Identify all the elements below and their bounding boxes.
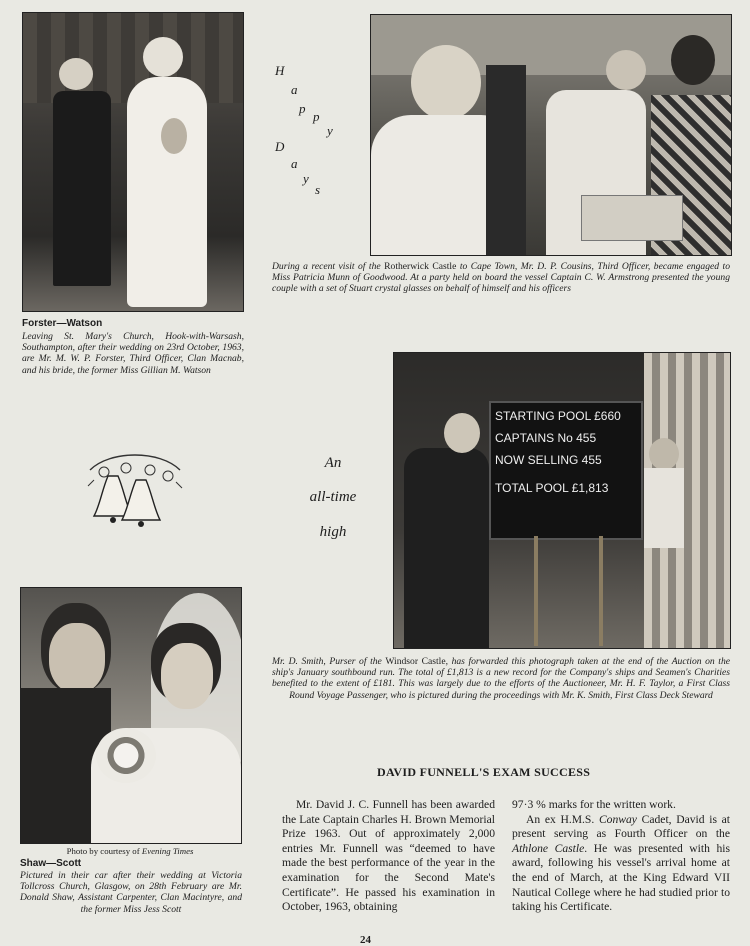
text-run: . He was presented with his award, following his vessel's arrival home at the end of March, at the King Edward VII Nautical College where he had studied prior to taking his Certificate. [512, 841, 730, 914]
happy-days-letter: p [299, 101, 306, 116]
happy-days-letter: a [291, 156, 298, 171]
board-line: NOW SELLING 455 [495, 453, 602, 467]
text-run: Windsor Castle [385, 656, 446, 667]
board-line: TOTAL POOL £1,813 [495, 481, 609, 495]
article-column-2 [512, 798, 730, 915]
happy-days-letter: D [275, 139, 285, 154]
text-run: Leaving St. Mary's Church, Hook-with-Warsash, Southampton, after their wedding on 23rd October, 1963, are Mr. M. W. P. Forster, Third Officer, Clan Macnab, and his bride, the former Miss Gillian M. Watson [22, 331, 244, 376]
board-line: CAPTAINS No 455 [495, 431, 597, 445]
happy-days-letter: H [275, 63, 285, 78]
forster-caption-title: Forster—Watson [22, 318, 103, 329]
text-run: , has forwarded this photograph taken at the end of the Auction on the ship's January southbound run. The total of £1,813 is a new record for the Company's ships and Seamen's Charities benefited to the extent of £181. This was largely due to the efforts of the Auctioneer, Mr. H. F. Taylor, a First Class Round Voyage Passenger, who is pictured during the proceedings with Mr. K. Smith, First Class Deck Steward [272, 656, 730, 701]
article-paragraph: Mr. David J. C. Funnell has been awarded the Late Captain Charles H. Brown Memorial Prize 1963. Out of approximately 2,000 entries Mr. Funnell was “deemed to have made the best performance of the year in the examination for the Second Mate's Certificate”. He passed his examination in October, 1963, obtaining [282, 798, 495, 914]
happy-days-letter: s [315, 182, 321, 197]
credit-prefix: Photo by courtesy of [66, 846, 142, 856]
article-column-1 [282, 798, 495, 915]
auction-photo [393, 352, 731, 649]
happy-days-letter: y [327, 123, 333, 138]
text-run: Cadet, David is at present serving as Fourth Officer on the [512, 812, 730, 841]
cousins-caption [272, 261, 730, 295]
text-run: Athlone Castle [512, 841, 585, 855]
alltime-line: all-time [309, 489, 357, 505]
text-run: Pictured in their car after their wedding at Victoria Tollcross Church, Glasgow, on 28th February are Mr. Donald Shaw, Assistant Carpenter, Clan Macintyre, and the former Miss Jess Scott [20, 870, 242, 915]
page-number: 24 [360, 934, 371, 946]
text-run: During a recent visit of the [272, 261, 385, 272]
shaw-caption [20, 870, 242, 915]
text-run: An ex H.M.S. [526, 812, 599, 826]
article-paragraph: 97·3 % marks for the written work. [512, 798, 676, 811]
text-run: Conway [598, 812, 637, 826]
forster-wedding-photo [22, 12, 244, 312]
text-run: to Cape Town, Mr. D. P. Cousins, Third Officer, became engaged to Miss Patricia Munn of Goodwood. At a party held on board the vessel Captain C. W. Armstrong presented the young couple with a set of Stuart crystal glasses on behalf of himself and his officers [272, 261, 731, 295]
cousins-engagement-photo [370, 14, 732, 256]
shaw-wedding-photo [20, 587, 242, 844]
alltime-line: An [324, 455, 342, 471]
text-run: Mr. D. Smith, Purser of the [272, 656, 386, 667]
happy-days-letter: a [291, 82, 298, 97]
happy-days-letter: p [313, 109, 320, 124]
article-title: DAVID FUNNELL'S EXAM SUCCESS [377, 765, 591, 779]
shaw-caption-title: Shaw—Scott [20, 858, 82, 869]
shaw-photo-credit [20, 846, 240, 857]
forster-caption [22, 331, 244, 376]
board-line: STARTING POOL £660 [495, 409, 621, 423]
credit-source: Evening Times [141, 846, 194, 856]
auction-caption [272, 656, 730, 701]
happy-days-letter: y [303, 171, 309, 186]
wedding-bells-icon [80, 450, 190, 530]
article-paragraph [512, 813, 730, 915]
text-run: Rotherwick Castle [384, 261, 457, 272]
auction-board [489, 401, 643, 540]
alltime-line: high [319, 524, 347, 540]
